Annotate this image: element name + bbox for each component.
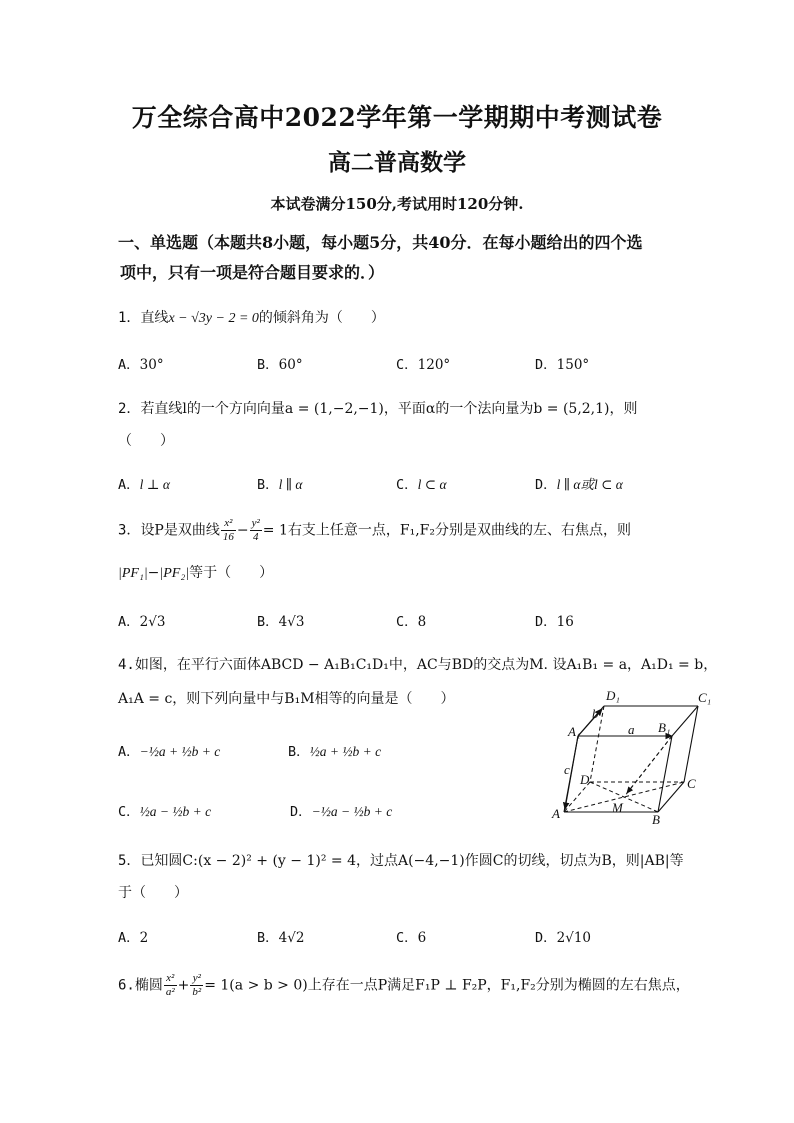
q4-option-c[interactable] xyxy=(118,800,211,820)
section-heading-line1: 一、单选题（本题共8小题，每小题5分，共40分．在每小题给出的四个选 xyxy=(118,233,643,252)
option-text: 8 xyxy=(417,614,427,630)
question-text: 右支上任意一点，F₁,F₂分别是双曲线的左、右焦点，则 xyxy=(287,522,631,539)
option-label: C． xyxy=(396,477,418,493)
option-text: l ∥ α或l ⊂ α xyxy=(556,477,623,492)
exam-subtitle: 高二普高数学 xyxy=(328,149,466,176)
q1-option-d[interactable] xyxy=(535,353,589,373)
option-text: 2√3 xyxy=(139,614,166,630)
q1-option-c[interactable] xyxy=(396,353,450,373)
option-label: B． xyxy=(257,614,279,630)
question-text: 于（ ） xyxy=(118,885,188,901)
q3-option-a[interactable] xyxy=(118,610,165,630)
edge-B1C1 xyxy=(672,706,698,736)
question-text: 直线 xyxy=(140,310,169,326)
q5-option-d[interactable] xyxy=(535,926,591,946)
question-text: 等于（ ） xyxy=(189,565,274,581)
option-label: A． xyxy=(118,614,140,630)
question-number: 2． xyxy=(118,401,141,417)
operator: = 1 xyxy=(262,522,288,539)
question-number: 3． xyxy=(118,522,141,539)
option-text: 6 xyxy=(417,930,427,946)
fraction xyxy=(190,972,203,999)
q3-option-b[interactable] xyxy=(257,610,304,630)
operator: − xyxy=(236,522,249,539)
option-text: 16 xyxy=(556,614,574,630)
option-label: B． xyxy=(257,357,279,373)
option-text: ½a + ½b + c xyxy=(309,744,382,759)
option-text: 2 xyxy=(139,930,149,946)
question-1 xyxy=(118,307,385,330)
option-label: C． xyxy=(396,614,418,630)
q4-option-b[interactable] xyxy=(288,740,381,760)
question-3 xyxy=(118,517,631,544)
option-text: l ∥ α xyxy=(278,477,303,492)
q2-option-c[interactable] xyxy=(396,473,447,493)
question-text: （ ） xyxy=(118,433,174,449)
option-label: A． xyxy=(118,357,140,373)
option-text: 30° xyxy=(139,357,164,373)
option-label: D． xyxy=(535,357,557,373)
vector-B1M xyxy=(627,736,672,793)
option-text: ½a − ½b + c xyxy=(139,804,212,819)
question-number: 1． xyxy=(118,310,141,326)
option-label: C． xyxy=(396,357,418,373)
q1-option-a[interactable] xyxy=(118,353,164,373)
fraction-numerator: y² xyxy=(251,517,260,529)
question-5 xyxy=(118,850,684,872)
fraction-denominator: a² xyxy=(165,986,175,998)
question-3-cont xyxy=(118,562,273,585)
option-text: 120° xyxy=(417,357,451,373)
q5-option-b[interactable] xyxy=(257,926,304,946)
question-4-cont xyxy=(118,688,455,710)
fraction xyxy=(164,972,177,999)
option-text: 60° xyxy=(278,357,303,373)
option-text: l ⊥ α xyxy=(139,477,170,492)
option-label: B． xyxy=(288,744,310,760)
q2-option-d[interactable] xyxy=(535,473,623,493)
fraction-denominator: 4 xyxy=(252,531,259,543)
fraction xyxy=(221,517,236,544)
section-heading-line2: 项中，只有一项是符合题目要求的．） xyxy=(120,263,385,282)
q5-option-c[interactable] xyxy=(396,926,426,946)
edge-C1C xyxy=(684,706,698,782)
label-M: M xyxy=(612,800,623,815)
question-6 xyxy=(118,972,690,999)
fraction-denominator: 16 xyxy=(222,531,234,543)
option-label: D． xyxy=(535,930,557,946)
operator: + xyxy=(177,977,190,994)
q2-option-b[interactable] xyxy=(257,473,302,493)
question-2-cont xyxy=(118,430,174,452)
question-text: 椭圆 xyxy=(134,977,163,994)
q4-option-a[interactable] xyxy=(118,740,220,760)
option-text: l ⊂ α xyxy=(417,477,447,492)
question-text: 如图，在平行六面体ABCD − A₁B₁C₁D₁中，AC与BD的交点为M. 设A₁B₁ = a，A₁D₁ = b， xyxy=(134,657,718,673)
fraction-numerator: x² xyxy=(221,517,236,531)
option-text: 2√10 xyxy=(556,930,592,946)
exam-info: 本试卷满分150分,考试用时120分钟. xyxy=(270,195,524,213)
option-text: 4√2 xyxy=(278,930,305,946)
fraction-denominator: b² xyxy=(192,986,202,998)
option-label: A． xyxy=(118,930,140,946)
option-text: 4√3 xyxy=(278,614,305,630)
label-C: C xyxy=(687,776,696,791)
label-b: b xyxy=(592,706,599,721)
q2-option-a[interactable] xyxy=(118,473,170,493)
option-label: D． xyxy=(535,477,557,493)
q5-option-a[interactable] xyxy=(118,926,148,946)
option-text: −½a − ½b + c xyxy=(311,804,393,819)
q4-option-d[interactable] xyxy=(290,800,392,820)
label-c: c xyxy=(564,762,570,777)
q3-option-c[interactable] xyxy=(396,610,426,630)
option-label: D． xyxy=(290,804,312,820)
label-a: a xyxy=(628,722,635,737)
abs-expression: |PF₂| xyxy=(159,566,190,581)
q1-option-b[interactable] xyxy=(257,353,303,373)
question-number: 6. xyxy=(118,977,135,994)
option-label: A． xyxy=(118,477,140,493)
option-label: C． xyxy=(118,804,140,820)
fraction-numerator: y² xyxy=(190,972,203,986)
option-label: B． xyxy=(257,477,279,493)
question-text: 若直线l的一个方向向量a = (1,−2,−1)，平面α的一个法向量为b = (5,2,1)，则 xyxy=(140,401,638,417)
parallelepiped-figure xyxy=(548,688,718,828)
question-number: 4. xyxy=(118,657,135,673)
label-A: A xyxy=(552,806,560,821)
question-5-cont xyxy=(118,882,188,904)
option-label: C． xyxy=(396,930,418,946)
option-text: −½a + ½b + c xyxy=(139,744,221,759)
label-B: B xyxy=(652,812,660,827)
q3-option-d[interactable] xyxy=(535,610,574,630)
question-2 xyxy=(118,398,638,420)
label-D1: D₁ xyxy=(606,688,620,703)
question-text: 设P是双曲线 xyxy=(140,522,220,539)
label-C1: C₁ xyxy=(698,690,712,705)
option-label: B． xyxy=(257,930,279,946)
option-text: 150° xyxy=(556,357,590,373)
abs-expression: |PF₁| xyxy=(118,566,148,581)
question-math: x − √3y − 2 = 0 xyxy=(168,311,259,326)
question-text: A₁A = c，则下列向量中与B₁M相等的向量是（ ） xyxy=(118,691,455,707)
exam-title: 万全综合高中2022学年第一学期期中考测试卷 xyxy=(131,103,663,132)
edge-BC xyxy=(658,782,684,812)
fraction-numerator: x² xyxy=(164,972,177,986)
label-B1: B₁ xyxy=(658,720,671,735)
question-text: 已知圆C:(x − 2)² + (y − 1)² = 4，过点A(−4,−1)作圆C的切线，切点为B，则|AB|等 xyxy=(140,853,684,869)
fraction xyxy=(250,517,262,544)
question-text: 的倾斜角为（ ） xyxy=(258,310,385,326)
label-A1: A₁ xyxy=(568,724,581,739)
option-label: A． xyxy=(118,744,140,760)
question-number: 5． xyxy=(118,853,141,869)
operator: − xyxy=(147,565,160,581)
question-4 xyxy=(118,654,717,676)
label-D: D xyxy=(580,772,590,787)
question-text: = 1(a > b > 0)上存在一点P满足F₁P ⊥ F₂P，F₁,F₂分别为椭圆的左右焦点， xyxy=(204,977,690,994)
option-label: D． xyxy=(535,614,557,630)
edge-B1B xyxy=(658,736,672,812)
